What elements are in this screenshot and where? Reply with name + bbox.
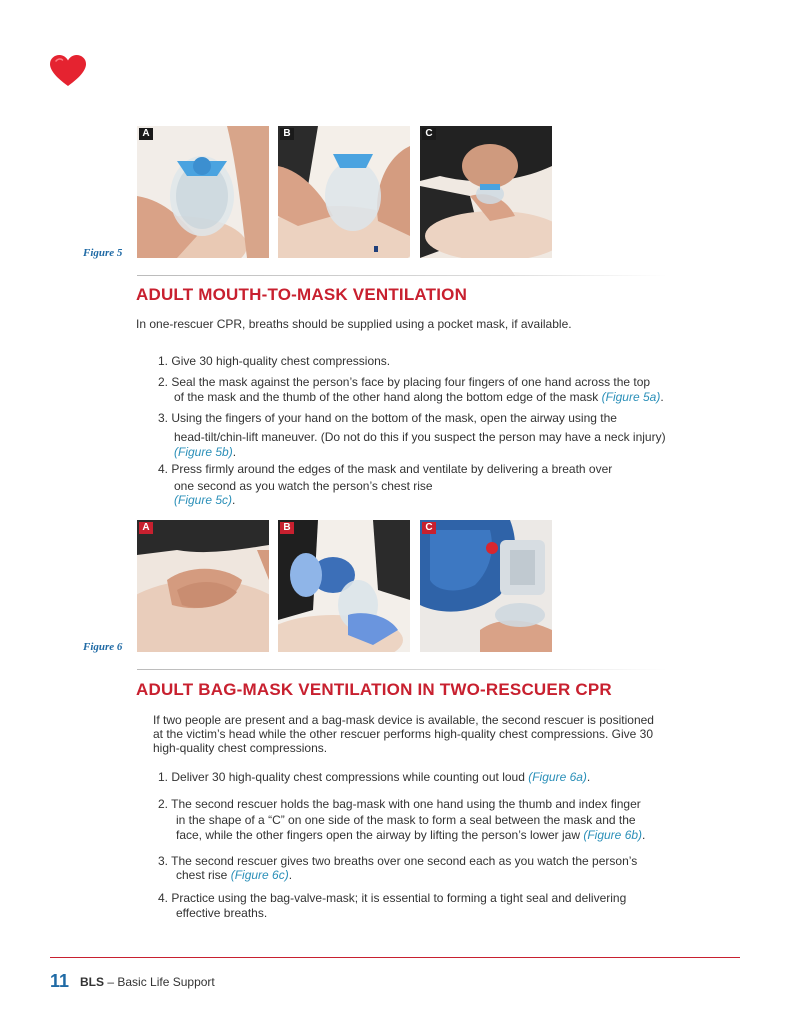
section-2-heading: ADULT BAG-MASK VENTILATION IN TWO-RESCUER CPR	[136, 680, 612, 699]
figure-6-label: Figure 6	[83, 641, 123, 653]
figure-6b-photo	[278, 520, 410, 652]
section-1-heading: ADULT MOUTH-TO-MASK VENTILATION	[136, 285, 468, 304]
figure-5c-photo	[420, 126, 552, 258]
list-item-continuation: head-tilt/chin-lift maneuver. (Do not do this if you suspect the person may have a neck injury)	[174, 430, 666, 444]
list-item: 2. The second rescuer holds the bag-mask with one hand using the thumb and index finger	[158, 797, 641, 811]
figure-5c-tag: C	[422, 128, 436, 140]
list-item-continuation: (Figure 5c).	[174, 493, 236, 507]
page-number: 11	[50, 971, 70, 991]
list-item-continuation: chest rise (Figure 6c).	[176, 868, 293, 882]
divider	[137, 669, 667, 670]
figure-6b-tag: B	[280, 522, 294, 534]
list-item-continuation: one second as you watch the person’s chest rise	[174, 479, 433, 493]
figure-6a-tag: A	[139, 522, 153, 534]
figure-5b-reference[interactable]: (Figure 5b)	[174, 445, 233, 459]
list-item: 2. Seal the mask against the person’s face by placing four fingers of one hand across the top	[158, 375, 651, 389]
list-item: 4. Practice using the bag-valve-mask; it is essential to forming a tight seal and delivering	[158, 891, 627, 905]
figure-6c-photo	[420, 520, 552, 652]
list-item: 4. Press firmly around the edges of the mask and ventilate by delivering a breath over	[158, 462, 613, 476]
list-item-continuation: (Figure 5b).	[174, 445, 237, 459]
figure-6c-tag: C	[422, 522, 436, 534]
list-item-continuation: of the mask and the thumb of the other hand along the bottom edge of the mask (Figure 5a).	[174, 390, 664, 404]
figure-6b-reference[interactable]: (Figure 6b)	[583, 828, 643, 842]
list-item: 1. Give 30 high-quality chest compressions.	[158, 354, 391, 368]
list-item-continuation: face, while the other fingers open the airway by lifting the person’s lower jaw (Figure 6b).	[176, 828, 646, 842]
heart-logo-icon	[50, 55, 86, 87]
footer-subtitle: – Basic Life Support	[107, 975, 215, 989]
footer-divider	[50, 957, 740, 958]
figure-5a-tag: A	[139, 128, 153, 140]
figure-6c-reference[interactable]: (Figure 6c)	[230, 868, 289, 882]
footer-title	[80, 975, 215, 989]
figure-6a-photo	[137, 520, 269, 652]
list-item-continuation: effective breaths.	[176, 906, 268, 920]
footer-brand: BLS	[80, 975, 104, 989]
figure-6a-reference[interactable]: (Figure 6a)	[528, 770, 587, 784]
list-item: 1. Deliver 30 high-quality chest compressions while counting out loud (Figure 6a).	[158, 770, 591, 784]
figure-5b-photo	[278, 126, 410, 258]
figure-5c-reference[interactable]: (Figure 5c)	[174, 493, 233, 507]
list-item-continuation: in the shape of a “C” on one side of the mask to form a seal between the mask and the	[176, 813, 636, 827]
figure-5a-reference[interactable]: (Figure 5a)	[601, 390, 661, 404]
figure-5a-photo	[137, 126, 269, 258]
figure-5b-tag: B	[280, 128, 294, 140]
divider	[137, 275, 667, 276]
section-1-intro: In one-rescuer CPR, breaths should be supplied using a pocket mask, if available.	[136, 317, 572, 331]
list-item: 3. The second rescuer gives two breaths over one second each as you watch the person’s	[158, 854, 638, 868]
figure-5-label: Figure 5	[83, 247, 123, 259]
list-item: 3. Using the fingers of your hand on the bottom of the mask, open the airway using the	[158, 411, 617, 425]
